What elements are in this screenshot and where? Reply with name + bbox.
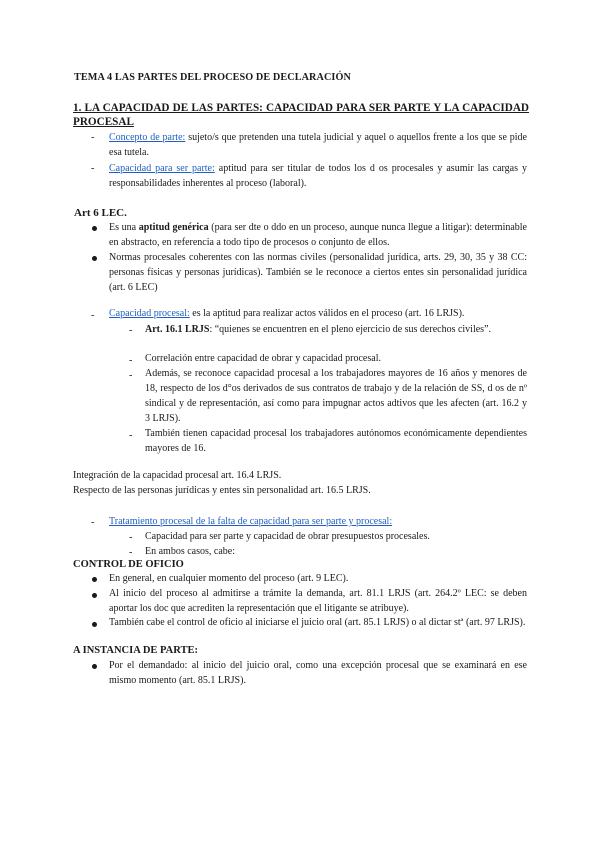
dash-marker: - [129,532,133,543]
sub-item-correlacion: Correlación entre capacidad de obrar y capacidad procesal. [145,353,381,364]
aptitud-post: (para ser dte o ddo en un proceso, aunque nunca llegue a litigar): determinable en abstracto, en referencia a todo tipo de procesos o conjunto de ellos. [109,222,527,248]
dash-marker: - [129,325,133,336]
concepto-link[interactable]: Concepto de parte: [109,132,186,143]
dash-marker: - [129,355,133,366]
dash-marker: - [91,132,95,143]
control-item-juicio: También cabe el control de oficio al iniciarse el juicio oral (art. 85.1 LRJS) o al dictar stª (art. 97 LRJS). [109,617,526,628]
control-item-inicio: Al inicio del proceso al admitirse a trámite la demanda, art. 81.1 LRJS (art. 264.2º LEC: se deben aportar los doc que acrediten la representación que el litigante se atribuye). [109,588,527,614]
art161-text: : “quienes se encuentren en el pleno ejercicio de sus derechos civiles”. [209,324,492,335]
capacidad-link[interactable]: Capacidad para ser parte: [109,163,215,174]
dash-marker: - [91,310,95,321]
procesal-text: es la aptitud para realizar actos válidos en el proceso (art. 16 LRJS). [189,308,465,319]
tratamiento-link[interactable]: Tratamiento procesal de la falta de capacidad para ser parte y procesal: [109,516,393,527]
dash-marker: - [91,517,95,528]
sub-item-ambos: En ambos casos, cabe: [145,546,235,557]
bullet-icon [92,256,97,261]
sub-item-autonomos: También tienen capacidad procesal los trabajadores autónomos económicamente dependientes mayores de 16. [145,428,527,454]
bullet-icon [92,664,97,669]
section-heading: 1. LA CAPACIDAD DE LAS PARTES: CAPACIDAD PARA SER PARTE Y LA CAPACIDAD PROCESAL [73,102,529,128]
art6-heading: Art 6 LEC. [74,207,127,219]
list-item-procesal [109,306,527,321]
list-item-aptitud [109,220,527,250]
list-item-concepto [109,130,527,160]
personas-juridicas-line: Respecto de las personas jurídicas y entes sin personalidad art. 16.5 LRJS. [73,485,371,496]
bullet-icon [92,622,97,627]
dash-marker: - [129,370,133,381]
aptitud-bold: aptitud genérica [138,222,209,233]
document-title: TEMA 4 LAS PARTES DEL PROCESO DE DECLARACIÓN [74,72,351,83]
integracion-line: Integración de la capacidad procesal art. 16.4 LRJS. [73,470,282,481]
bullet-icon [92,593,97,598]
sub-item-art161 [145,322,527,337]
control-heading: CONTROL DE OFICIO [73,559,184,570]
bullet-icon [92,577,97,582]
art161-bold: Art. 16.1 LRJS [145,324,210,335]
list-item-normas: Normas procesales coherentes con las normas civiles (personalidad jurídica, arts. 29, 30, 35 y 38 CC: personas físicas y personas jurídicas). También se le reconoce a ciertos entes sin personalidad jurídica (art. 6 LEC) [109,252,527,293]
sub-item-presupuestos: Capacidad para ser parte y capacidad de obrar presupuestos procesales. [145,531,430,542]
procesal-link[interactable]: Capacidad procesal: [109,308,190,319]
bullet-icon [92,226,97,231]
control-item-general: En general, en cualquier momento del proceso (art. 9 LEC). [109,573,349,584]
list-item-capacidad [109,161,527,191]
dash-marker: - [129,547,133,558]
capacidad-text: aptitud para ser titular de todos los d os procesales y asumir las cargas y responsabilidades inherentes al proceso (laboral). [109,163,527,189]
dash-marker: - [91,163,95,174]
sub-item-ademas: Además, se reconoce capacidad procesal a los trabajadores mayores de 16 años y menores de 18, respecto de los d°os derivados de sus contratos de trabajo y de la relación de SS, d os de nº sindical y de representación, así como para impugnar actos adtivos que les afecten (art. 16.2 y 3 LRJS). [145,368,527,424]
instancia-heading: A INSTANCIA DE PARTE: [73,645,198,656]
instancia-item-demandado: Por el demandado: al inicio del juicio oral, como una excepción procesal que se examinará en ese mismo momento (art. 85.1 LRJS). [109,660,527,686]
dash-marker: - [129,430,133,441]
aptitud-pre: Es una [109,222,139,233]
concepto-text: sujeto/s que pretenden una tutela judicial y aquel o aquellos frente a los que se pide esa tutela. [109,132,527,158]
